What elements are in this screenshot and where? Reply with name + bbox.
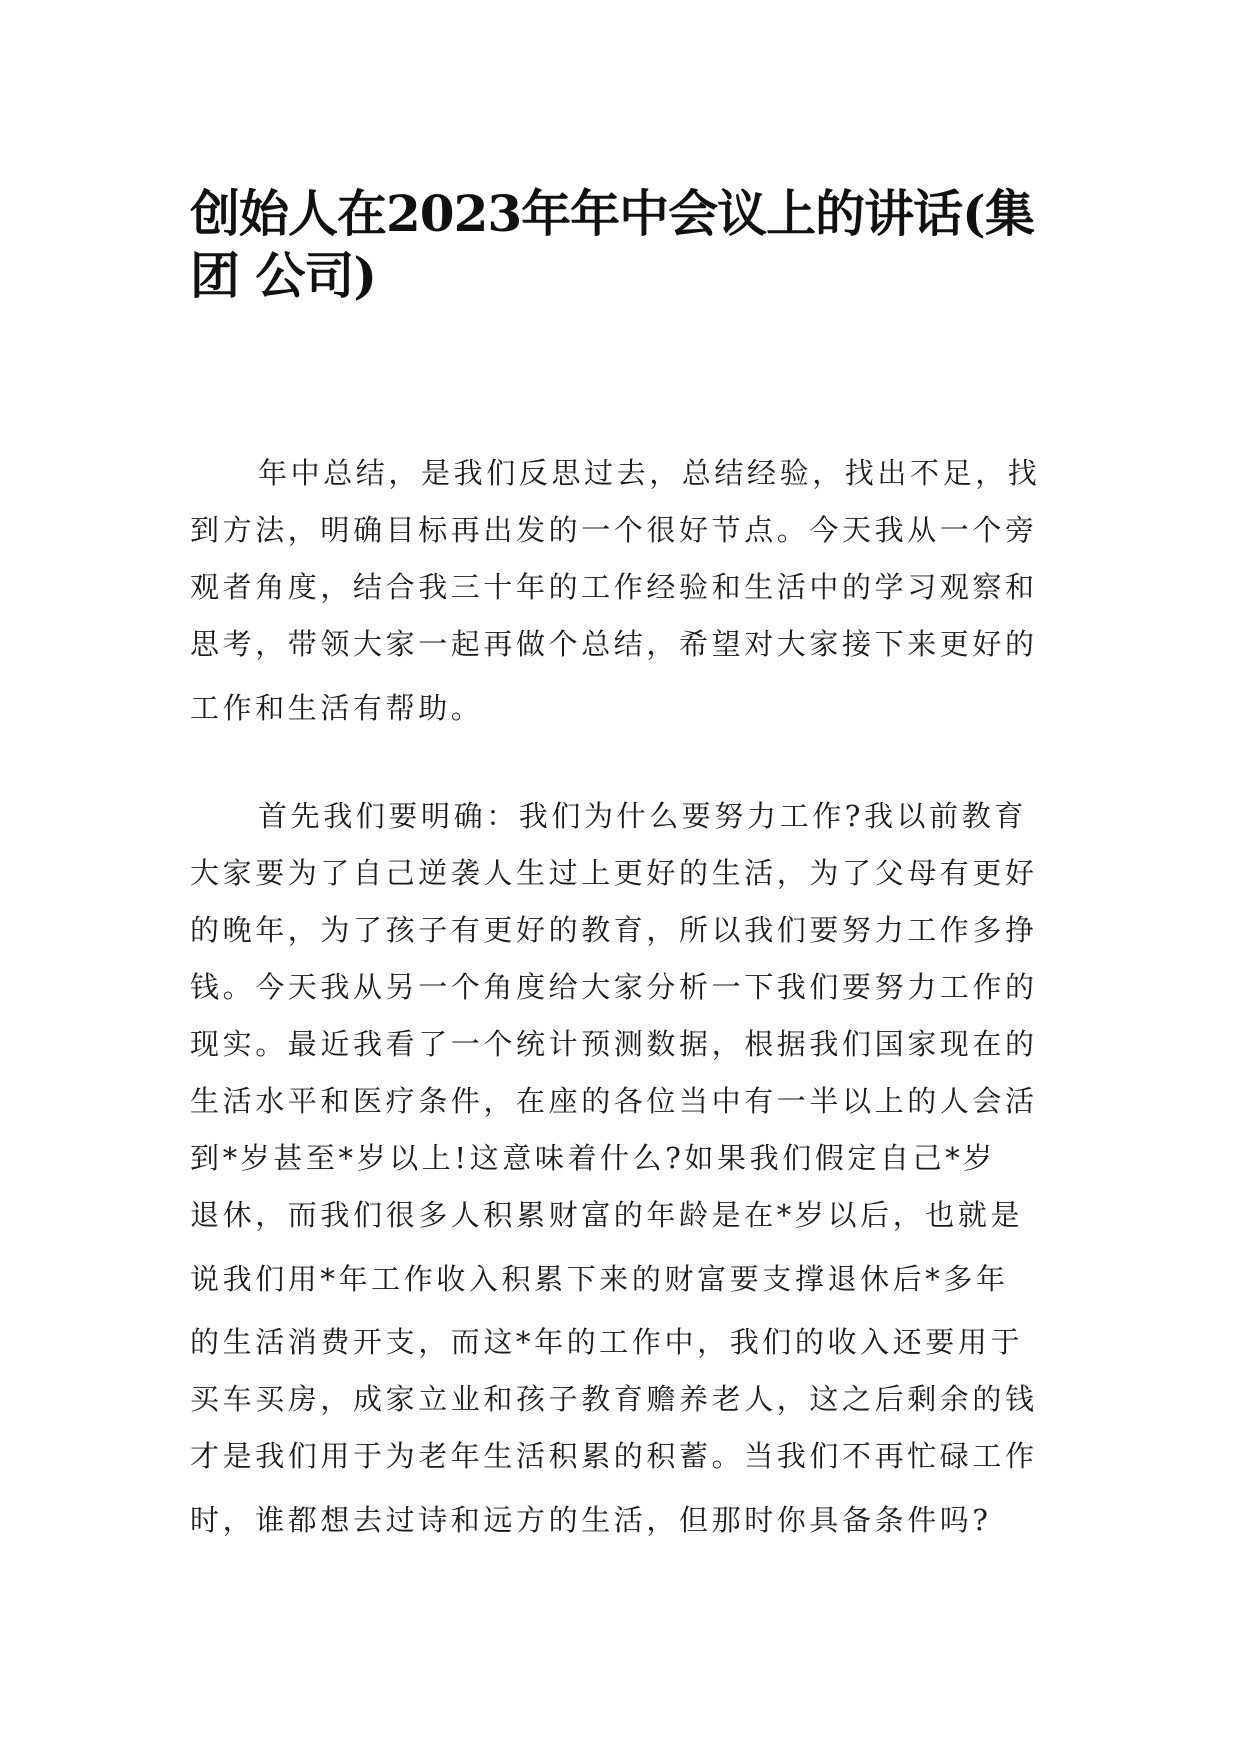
document-title (190, 183, 1050, 307)
paragraph-line: 退休，而我们很多人积累财富的年龄是在*岁以后，也就是 (190, 1198, 1024, 1232)
paragraph-line: 时，谁都想去过诗和远方的生活，但那时你具备条件吗? (190, 1503, 992, 1537)
paragraph-line: 工作和生活有帮助。 (190, 691, 484, 725)
paragraph-line: 生活水平和医疗条件，在座的各位当中有一半以上的人会活 (190, 1084, 1038, 1118)
title-line: 创始人在2023年年中会议上的讲话(集 (190, 184, 1034, 243)
paragraph-line: 思考，带领大家一起再做个总结，希望对大家接下来更好的 (190, 627, 1038, 661)
paragraph-line: 现实。最近我看了一个统计预测数据，根据我们国家现在的 (190, 1027, 1038, 1061)
title-line: 团 公司) (190, 246, 377, 305)
paragraph-line: 买车买房，成家立业和孩子教育赡养老人，这之后剩余的钱 (190, 1382, 1038, 1416)
paragraph-line: 钱。今天我从另一个角度给大家分析一下我们要努力工作的 (190, 970, 1038, 1004)
paragraph-line: 观者角度，结合我三十年的工作经验和生活中的学习观察和 (190, 570, 1038, 604)
paragraph-line: 说我们用*年工作收入积累下来的财富要支撑退休后*多年 (190, 1262, 1009, 1296)
paragraph-line: 年中总结，是我们反思过去，总结经验，找出不足，找 (258, 456, 1041, 490)
paragraph-line: 的晚年，为了孩子有更好的教育，所以我们要努力工作多挣 (190, 913, 1038, 947)
paragraph-line: 首先我们要明确：我们为什么要努力工作?我以前教育 (258, 799, 1027, 833)
paragraph-line: 才是我们用于为老年生活积累的积蓄。当我们不再忙碌工作 (190, 1439, 1038, 1473)
paragraph-line: 到方法，明确目标再出发的一个很好节点。今天我从一个旁 (190, 513, 1038, 547)
paragraph-line: 到*岁甚至*岁以上!这意味着什么?如果我们假定自己*岁 (190, 1141, 996, 1175)
paragraph-line: 大家要为了自己逆袭人生过上更好的生活，为了父母有更好 (190, 856, 1038, 890)
paragraph-line: 的生活消费开支，而这*年的工作中，我们的收入还要用于 (190, 1325, 1024, 1359)
